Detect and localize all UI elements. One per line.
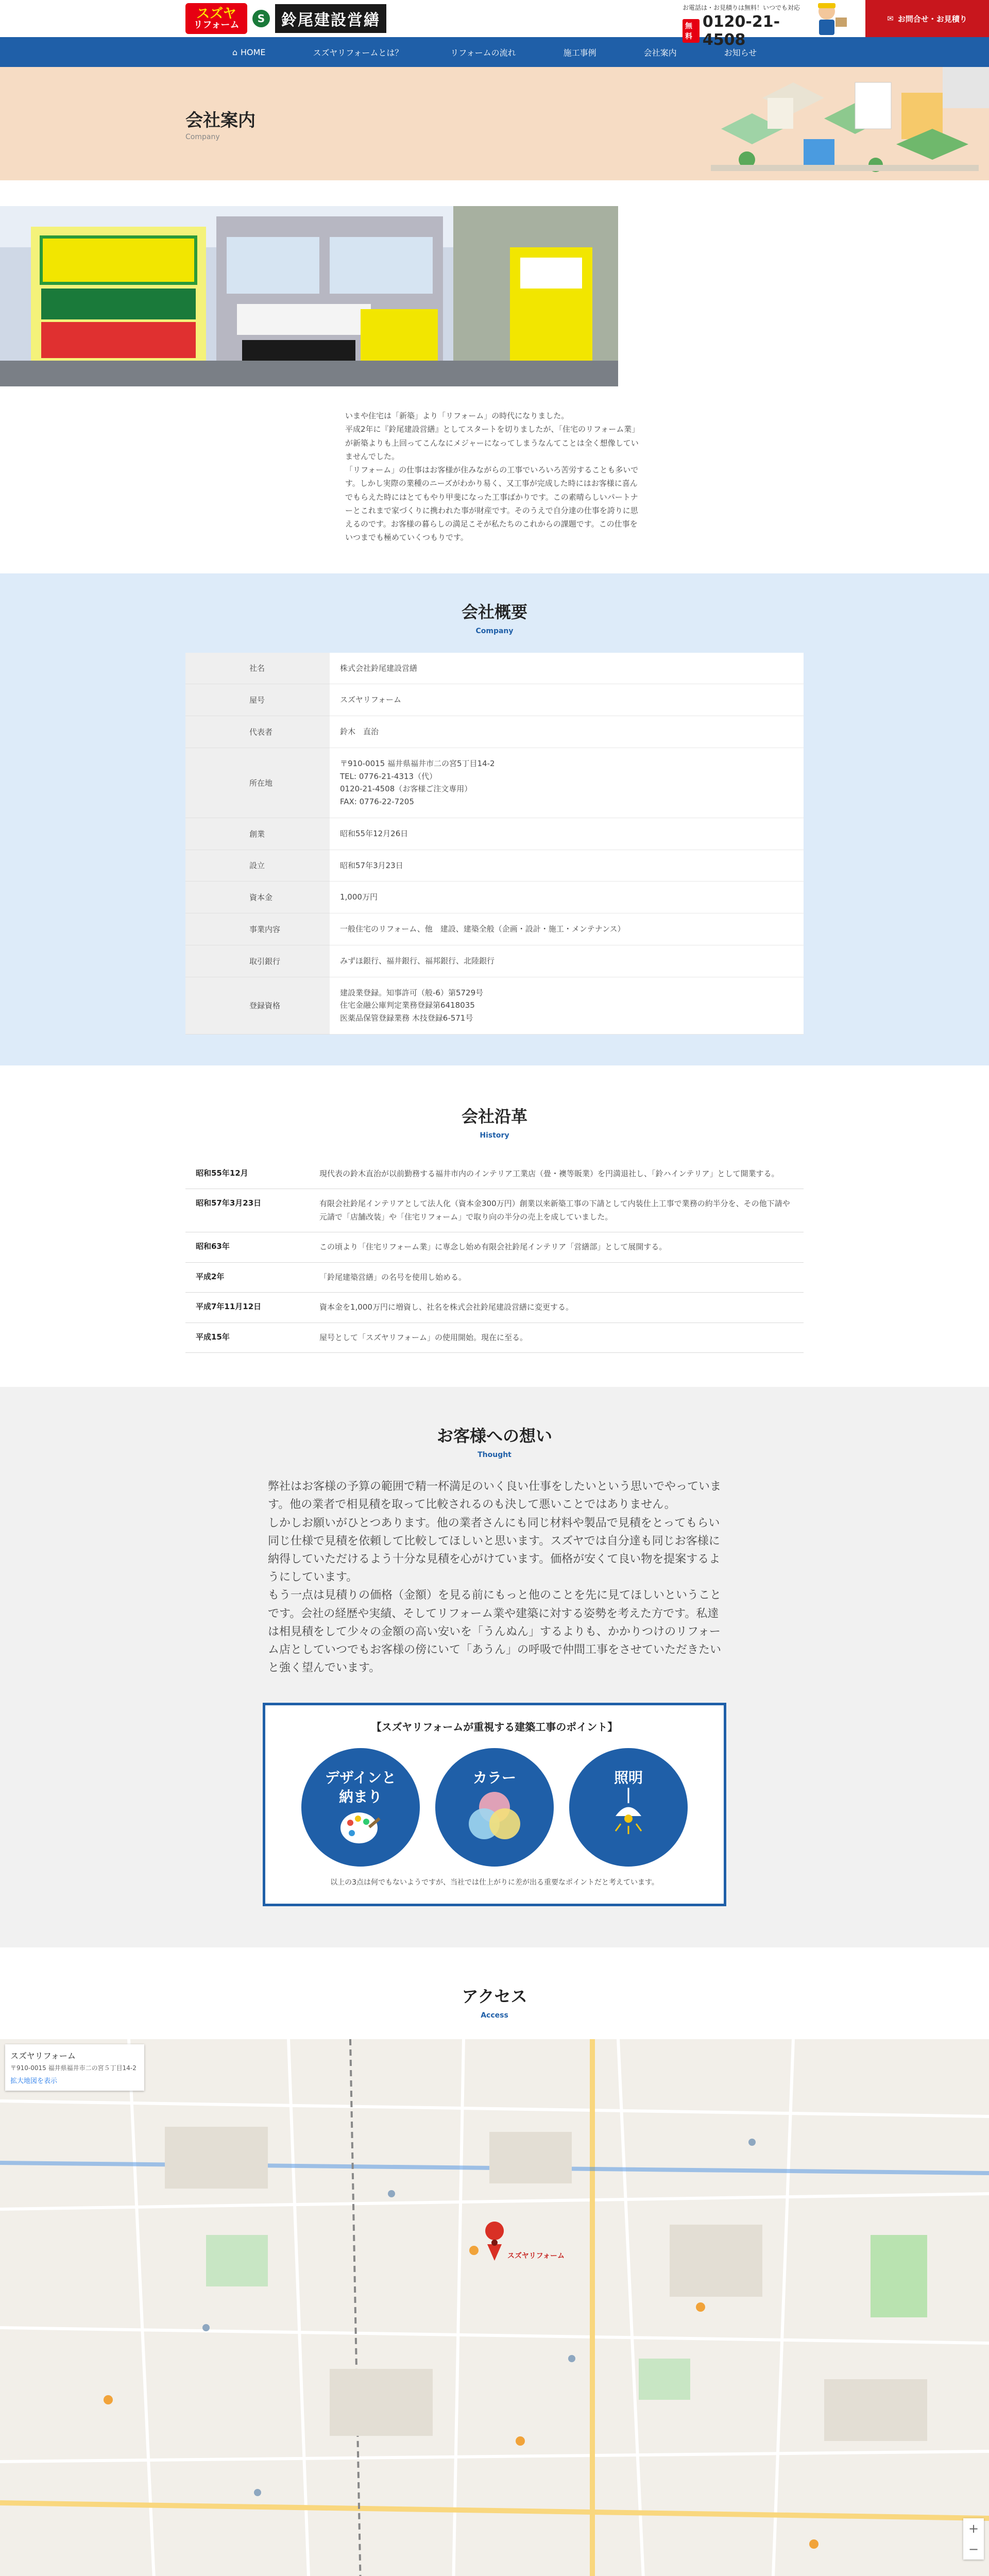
- history-date: 昭和55年12月: [185, 1159, 309, 1189]
- table-row: [185, 850, 804, 882]
- nav-item-label: スズヤリフォームとは？: [313, 47, 403, 58]
- palette-icon: [337, 1806, 384, 1848]
- home-icon: ⌂: [232, 47, 237, 57]
- table-row: [185, 1159, 804, 1189]
- history-text: 現代表の鈴木直治が以前勤務する福井市内のインテリア工業店（畳・襖等販業）を円満退社し、「鈴ハインテリア」として開業する。: [309, 1159, 804, 1189]
- header-phone-number: 0120-21-4508: [702, 13, 780, 49]
- row-label: 屋号: [185, 684, 330, 716]
- row-label: 登録資格: [185, 977, 330, 1034]
- points-title: 【スズヤリフォームが重視する建築工事のポイント】: [371, 1721, 618, 1734]
- row-label: 社名: [185, 653, 330, 684]
- company-outline-section: [0, 573, 989, 1065]
- intro-paragraph: いまや住宅は「新築」より「リフォーム」の時代になりました。: [345, 411, 569, 420]
- history-date: 平成2年: [185, 1262, 309, 1293]
- table-row: [185, 1323, 804, 1353]
- section-title: お客様への想い: [436, 1426, 552, 1446]
- row-value: スズヤリフォーム: [330, 684, 804, 716]
- header-contact-label: お問合せ・お見積り: [897, 14, 967, 24]
- section-subtitle: History: [480, 1131, 509, 1140]
- section-title: 会社沿革: [461, 1106, 527, 1126]
- points-row: [265, 1748, 724, 1867]
- logo-company-name: 鈴尾建設営繕: [275, 4, 386, 33]
- history-text: 資本金を1,000万円に増資し、社名を株式会社鈴尾建設営繕に変更する。: [309, 1293, 804, 1323]
- table-row: [185, 748, 804, 818]
- history-text: 「鈴尾建築営繕」の名号を使用し始める。: [309, 1262, 804, 1293]
- nav-item-label: HOME: [240, 47, 266, 57]
- history-section: [0, 1065, 989, 1387]
- map-place-name: スズヤリフォーム: [10, 2051, 76, 2061]
- page-hero: [0, 67, 989, 180]
- history-date: 昭和63年: [185, 1232, 309, 1263]
- logo-badge: [185, 3, 247, 34]
- thought-paragraph: もう一点は見積りの価格（金額）を見る前にもっと他のことを先に見てほしいということです。会社の経歴や実績、そしてリフォーム業や建築に対する姿勢を考えた方です。私達は相見積をして少々の金額の高い安いを「うんぬん」するよりも、かかりつけのリフォーム店としていつでもお客様の傍にいて「あうん」の呼吸で仲間工事をさせていただきたいと強く望んでいます。: [268, 1589, 722, 1675]
- table-row: [185, 716, 804, 748]
- google-map[interactable]: [0, 2039, 989, 2576]
- global-nav: [0, 37, 989, 67]
- header-contact-button[interactable]: [865, 0, 989, 37]
- zoom-out-icon[interactable]: −: [968, 2542, 979, 2557]
- company-outline-table: [185, 653, 804, 1035]
- mascot-icon: [804, 0, 850, 37]
- header-phone[interactable]: [683, 3, 801, 49]
- thought-paragraph: しかしお願いがひとつあります。他の業者さんにも同じ材料や製品で見積をとってもらい同じ仕様で見積を依頼して比較してほしいと思います。スズヤでは自分達も同じお客様に納得していただけるよう十分な見積を心がけています。価格が安くて良い物を提案するようにしています。: [268, 1516, 721, 1584]
- row-label: 資本金: [185, 882, 330, 913]
- table-row: [185, 913, 804, 945]
- intro-section: [0, 180, 989, 545]
- access-section: [0, 1947, 989, 2576]
- logo-s-mark: S: [252, 10, 270, 27]
- section-subtitle: Company: [475, 626, 514, 635]
- history-table: [185, 1159, 804, 1353]
- town-illustration: [701, 67, 989, 180]
- table-row: [185, 684, 804, 716]
- point-lighting: [569, 1748, 688, 1867]
- intro-paragraph: 平成2年に『鈴尾建設営繕』としてスタートを切りましたが、「住宅のリフォーム業」が新築よりも上回ってこんなにメジャーになってしまうなんてことは全く想像していませんでした。: [345, 425, 640, 461]
- row-value: 〒910-0015 福井県福井市二の宮5丁目14-2 TEL: 0776-21-4313（代） 0120-21-4508（お客様ご注文専用） FAX: 0776-22-7205: [330, 748, 804, 818]
- lamp-icon: [605, 1788, 652, 1839]
- row-value: 鈴木 直治: [330, 716, 804, 748]
- row-value: 株式会社鈴尾建設営繕: [330, 653, 804, 684]
- point-label: デザインと 納まり: [325, 1769, 397, 1805]
- table-row: [185, 818, 804, 850]
- free-dial-icon: 無料: [683, 19, 700, 43]
- map-place-card: [5, 2044, 144, 2091]
- row-value: 1,000万円: [330, 882, 804, 913]
- header-phone-note: お電話は・お見積りは無料！いつでも対応: [683, 4, 800, 11]
- table-row: [185, 1232, 804, 1263]
- header-phone-number-row: [683, 13, 801, 49]
- map-pin-label: スズヤリフォーム: [507, 2252, 565, 2261]
- zoom-in-icon[interactable]: +: [968, 2521, 979, 2536]
- point-label: カラー: [472, 1769, 516, 1787]
- points-box: [263, 1703, 726, 1906]
- nav-item-home[interactable]: [209, 47, 289, 57]
- history-date: 平成7年11月12日: [185, 1293, 309, 1323]
- section-subtitle: Thought: [478, 1451, 511, 1460]
- table-row: [185, 1293, 804, 1323]
- point-design: [301, 1748, 420, 1867]
- table-row: [185, 882, 804, 913]
- row-label: 事業内容: [185, 913, 330, 945]
- nav-item-label: 会社案内: [643, 47, 677, 58]
- section-title: 会社概要: [461, 602, 527, 622]
- table-row: [185, 977, 804, 1034]
- thought-paragraph: 弊社はお客様の予算の範囲で精一杯満足のいく良い仕事をしたいという思いでやっています。他の業者で相見積を取って比較されるのも決して悪いことではありません。: [268, 1480, 722, 1512]
- table-row: [185, 1189, 804, 1232]
- logo-badge-main: スズヤ: [196, 6, 236, 22]
- row-label: 設立: [185, 850, 330, 882]
- table-row: [185, 653, 804, 684]
- history-text: 屋号として「スズヤリフォーム」の使用開始。現在に至る。: [309, 1323, 804, 1353]
- page-subtitle: Company: [185, 133, 220, 141]
- map-place-address: 〒910-0015 福井県福井市二の宮５丁目14-2: [10, 2064, 137, 2072]
- thought-text: [268, 1478, 721, 1677]
- history-text: この頃より「住宅リフォーム業」に専念し始め有限会社鈴尾インテリア「営繕部」として展開する。: [309, 1232, 804, 1263]
- table-row: [185, 1262, 804, 1293]
- map-canvas: [0, 2039, 989, 2576]
- table-row: [185, 945, 804, 977]
- row-label: 代表者: [185, 716, 330, 748]
- section-subtitle: Access: [481, 2011, 508, 2020]
- row-value: 昭和55年12月26日: [330, 818, 804, 850]
- history-text: 有限会社鈴尾インテリアとして法人化（資本金300万円）創業以来新築工事の下請として内装仕上工事で業務の約半分を、その他下請や元請で「店舗改装」や「住宅リフォーム」で取り向の半分の売上を成していました。: [309, 1189, 804, 1232]
- row-value: 一般住宅のリフォーム、他 建設、建築全般（企画・設計・施工・メンテナンス）: [330, 913, 804, 945]
- row-label: 創業: [185, 818, 330, 850]
- point-color: [435, 1748, 554, 1867]
- row-value: みずほ銀行、福井銀行、福邦銀行、北陸銀行: [330, 945, 804, 977]
- nav-item-works[interactable]: [540, 46, 620, 58]
- thought-section: [0, 1387, 989, 1947]
- nav-item-label: お知らせ: [724, 47, 757, 58]
- nav-item-about[interactable]: [289, 46, 427, 58]
- topbar: [0, 0, 989, 49]
- point-label: 照明: [613, 1769, 643, 1787]
- site-logo[interactable]: [185, 2, 422, 35]
- page-title: 会社案内: [185, 110, 255, 131]
- storefront-photo: [0, 206, 618, 386]
- nav-item-flow[interactable]: [427, 46, 539, 58]
- row-value: 昭和57年3月23日: [330, 850, 804, 882]
- nav-item-label: リフォームの流れ: [450, 47, 516, 58]
- row-label: 取引銀行: [185, 945, 330, 977]
- section-title: アクセス: [462, 1987, 527, 2007]
- history-date: 昭和57年3月23日: [185, 1189, 309, 1232]
- mail-icon: ✉: [887, 14, 894, 23]
- site-header: [0, 0, 989, 67]
- intro-text: [345, 409, 644, 545]
- nav-item-label: 施工事例: [563, 47, 596, 58]
- intro-paragraph: 「リフォーム」の仕事はお客様が住みながらの工事でいろいろ苦労することも多いです。しかし実際の業種のニーズがわかり易く、又工事が完成した時にはお客様に喜んでもらえた時にはとてもやり甲斐になった工事ばかりです。この素晴らしいパートナーとこれまで家づくりに携われた事が財産です。そのうえで自分達の仕事を誇りに思えるのです。お客様の暮らしの満足こそが私たちのこれからの課題です。この仕事をいつまでも極めていくつもりです。: [345, 465, 639, 543]
- row-label: 所在地: [185, 748, 330, 818]
- map-enlarge-link[interactable]: 拡大地図を表示: [10, 2077, 58, 2086]
- map-zoom-control[interactable]: [963, 2518, 984, 2560]
- logo-badge-sub: リフォーム: [193, 20, 240, 30]
- row-value: 建設業登録。知事許可（般-6）第5729号 住宅金融公庫判定業務登録第6418035 医薬品保管登録業務 木技登録6-571号: [330, 977, 804, 1034]
- color-circles-icon: [461, 1788, 528, 1844]
- history-date: 平成15年: [185, 1323, 309, 1353]
- points-note: 以上の3点は何でもないようですが、当社では仕上がりに差が出る重要なポイントだと考えています。: [330, 1878, 659, 1887]
